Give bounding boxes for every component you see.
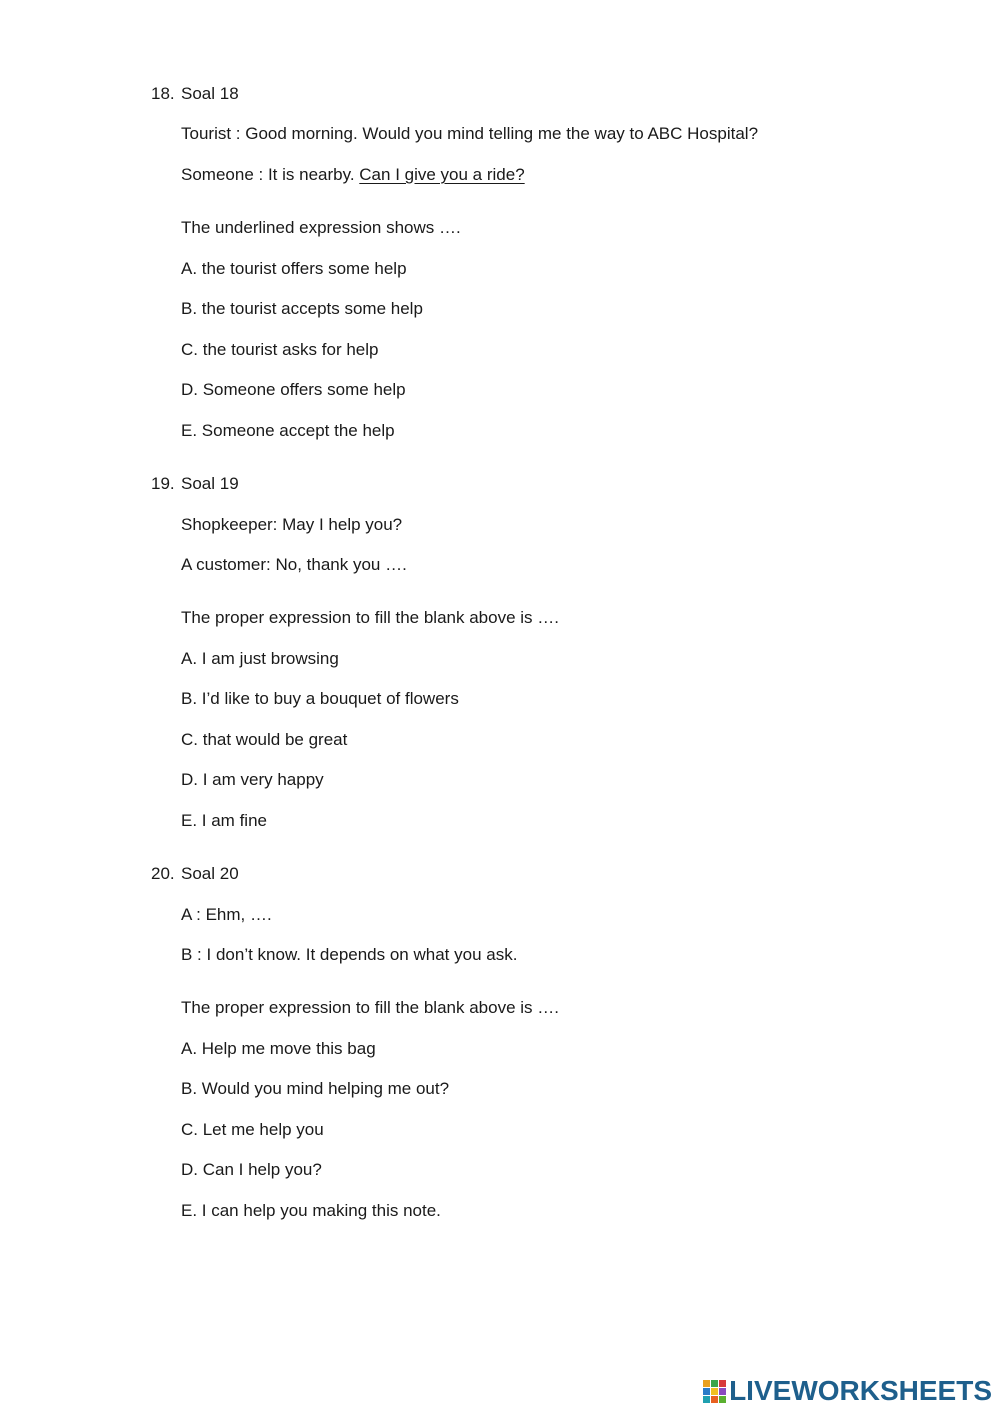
dialogue-line: Shopkeeper: May I help you? bbox=[181, 515, 403, 534]
answer-option[interactable]: C. that would be great bbox=[181, 730, 348, 749]
dialogue-line: B : I don’t know. It depends on what you ask. bbox=[181, 945, 518, 964]
question-number: 20. bbox=[151, 864, 175, 883]
answer-option[interactable]: E. I can help you making this note. bbox=[181, 1201, 441, 1220]
liveworksheets-logo bbox=[703, 1375, 992, 1407]
answer-option[interactable]: B. I’d like to buy a bouquet of flowers bbox=[181, 689, 459, 708]
question-prompt: The proper expression to fill the blank above is …. bbox=[181, 998, 559, 1017]
question-title: Soal 18 bbox=[181, 84, 239, 103]
logo-square bbox=[703, 1396, 710, 1403]
logo-square bbox=[711, 1380, 718, 1387]
logo-square bbox=[703, 1388, 710, 1395]
dialogue-text: Someone : It is nearby. bbox=[181, 165, 360, 184]
logo-square bbox=[719, 1396, 726, 1403]
dialogue-line bbox=[181, 165, 525, 185]
answer-option[interactable]: E. I am fine bbox=[181, 811, 267, 830]
question-title: Soal 20 bbox=[181, 864, 239, 883]
answer-option[interactable]: B. the tourist accepts some help bbox=[181, 299, 423, 318]
answer-option[interactable]: C. the tourist asks for help bbox=[181, 340, 379, 359]
answer-option[interactable]: D. I am very happy bbox=[181, 770, 324, 789]
underlined-expression: Can I give you a ride? bbox=[359, 165, 525, 184]
question-prompt: The proper expression to fill the blank above is …. bbox=[181, 608, 559, 627]
logo-mark-icon bbox=[703, 1380, 726, 1403]
answer-option[interactable]: A. Help me move this bag bbox=[181, 1039, 376, 1058]
logo-square bbox=[703, 1380, 710, 1387]
question-number: 19. bbox=[151, 474, 175, 493]
dialogue-line: A : Ehm, …. bbox=[181, 905, 272, 924]
logo-square bbox=[711, 1396, 718, 1403]
dialogue-line: Tourist : Good morning. Would you mind telling me the way to ABC Hospital? bbox=[181, 124, 759, 143]
dialogue-line: A customer: No, thank you …. bbox=[181, 555, 407, 574]
answer-option[interactable]: D. Someone offers some help bbox=[181, 380, 406, 399]
question-prompt: The underlined expression shows …. bbox=[181, 218, 461, 237]
logo-square bbox=[719, 1380, 726, 1387]
answer-option[interactable]: C. Let me help you bbox=[181, 1120, 324, 1139]
logo-square bbox=[719, 1388, 726, 1395]
answer-option[interactable]: E. Someone accept the help bbox=[181, 421, 395, 440]
answer-option[interactable]: A. the tourist offers some help bbox=[181, 259, 407, 278]
answer-option[interactable]: D. Can I help you? bbox=[181, 1160, 322, 1179]
question-title: Soal 19 bbox=[181, 474, 239, 493]
answer-option[interactable]: B. Would you mind helping me out? bbox=[181, 1079, 450, 1098]
answer-option[interactable]: A. I am just browsing bbox=[181, 649, 339, 668]
logo-text: LIVEWORKSHEETS bbox=[729, 1375, 992, 1406]
question-number: 18. bbox=[151, 84, 175, 103]
logo-square bbox=[711, 1388, 718, 1395]
